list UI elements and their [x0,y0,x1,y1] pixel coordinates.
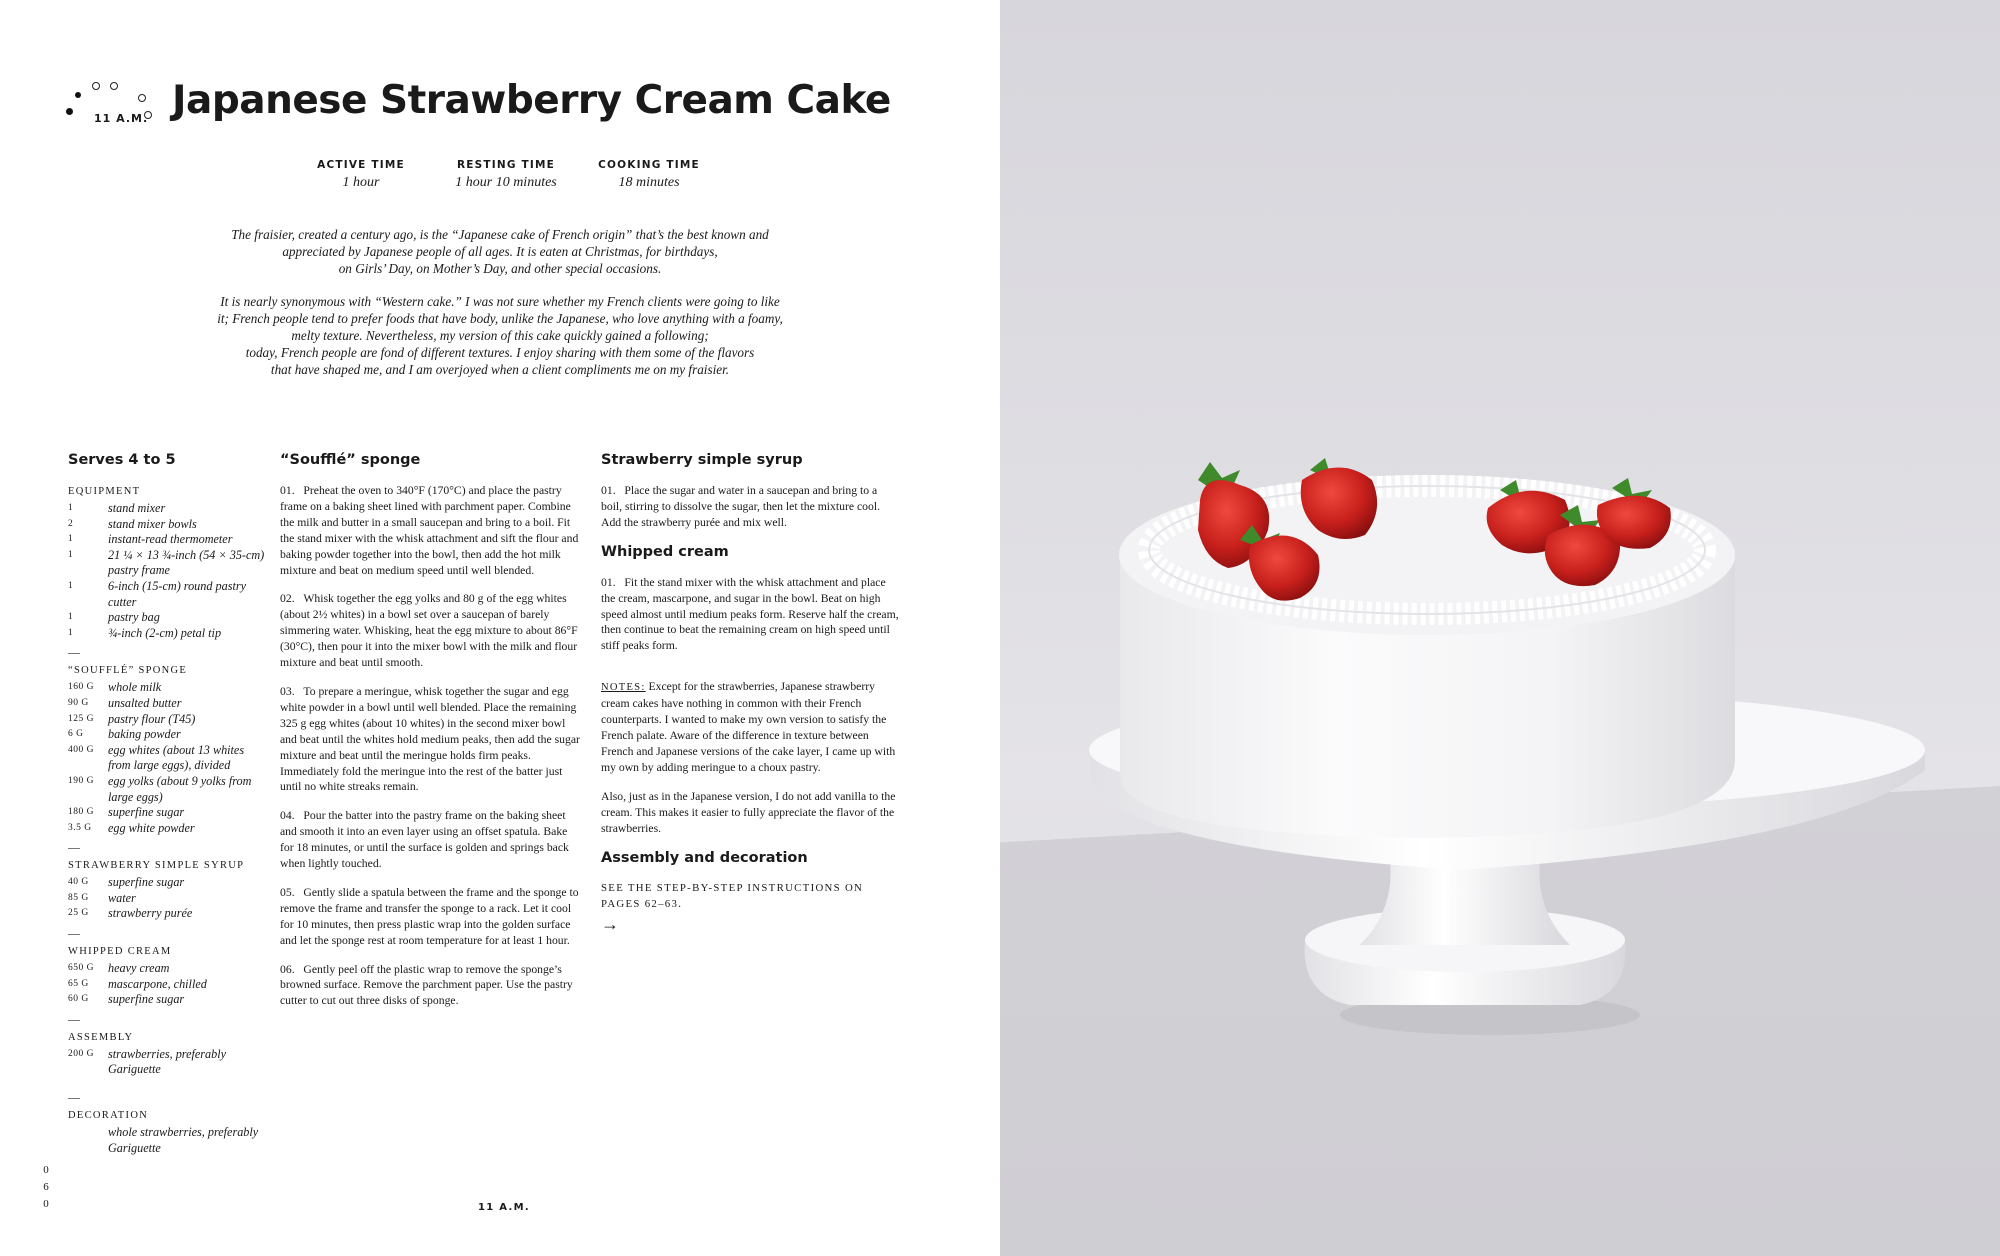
ingredient-row [68,821,268,837]
intro-line: on Girls’ Day, on Mother’s Day, and other special occasions. [338,261,662,277]
notes-paragraph-1 [601,679,901,775]
cream-ingredients-label: WHIPPED CREAM [68,946,172,958]
intro-line: appreciated by Japanese people of all ages. It is eaten at Christmas, for birthdays, [282,244,718,260]
ingredient-quantity: 400 G [68,744,94,755]
ingredient-quantity [68,1125,108,1156]
ingredient-quantity: 650 G [68,963,94,974]
ingredient-row [68,680,268,696]
method-step [280,483,580,578]
ingredient-row [68,696,268,712]
active-time-label: ACTIVE TIME [317,159,405,171]
syrup-method-title: Strawberry simple syrup [601,452,803,468]
ingredient-quantity: 200 G [68,1048,94,1059]
ingredient-quantity: 190 G [68,775,94,786]
step-text: To prepare a meringue, whisk together the sugar and egg white powder in a bowl until well blended. Place the remaining 325 g egg whites (about 10 whites) in the second mixer bowl and beat until the whites hold medium peaks, then add the sugar mixture and beat until the meringue holds firm peaks. Immediately fold the meringue into the rest of the batter just until no white streaks remain. [280,684,580,794]
step-text: Preheat the oven to 340°F (170°C) and place the pastry frame on a baking sheet lined with parchment paper. Combine the milk and butter in a small saucepan and bring to a boil. Fit the stand mixer with the whisk attachment and sift the flour and baking powder together into the bowl, then add the hot milk mixture and beat on medium speed until well blended. [280,484,579,577]
syrup-cream-column [601,452,901,935]
page-digit: 0 [43,1198,49,1210]
cream-ingredients-list [68,961,268,1008]
ingredient-quantity: 2 [68,518,74,529]
cooking-time-label: COOKING TIME [598,159,700,171]
resting-time-label: RESTING TIME [456,159,556,171]
ingredient-quantity: 3.5 G [68,822,92,833]
ingredient-row [68,626,268,642]
step-text: Gently peel off the plastic wrap to remove the sponge’s browned surface. Remove the parchment paper. Use the pastry cutter to cut out three disks of sponge. [280,962,573,1008]
ingredient-name: 6-inch (15-cm) round pastry cutter [108,578,246,609]
step-number: 01. [280,484,295,497]
resting-time-value: 1 hour 10 minutes [455,175,557,190]
intro-line: It is nearly synonymous with “Western cake.” I was not sure whether my French clients were going to like [220,293,780,309]
ingredient-name: mascarpone, chilled [108,976,207,991]
method-step [280,885,580,949]
ingredient-quantity: 6 G [68,729,84,740]
assembly-reference: SEE THE STEP-BY-STEP INSTRUCTIONS ON PAGES 62–63. [601,882,864,911]
ingredient-name: whole strawberries, preferably Gariguette [108,1125,259,1155]
intro-line: The fraisier, created a century ago, is the “Japanese cake of French origin” that’s the best known and [231,227,769,242]
resting-time [431,159,581,191]
ingredient-name: unsalted butter [108,695,182,710]
ingredient-name: stand mixer bowls [108,516,197,531]
step-text: Whisk together the egg yolks and 80 g of the egg whites (about 2½ whites) in a bowl set over a saucepan of barely simmering water. Whisking, heat the egg mixture to about 86°F (30°C), then pour it into the mixer bowl with the milk and flour mixture and beat until smooth. [280,592,578,670]
divider: — [68,645,80,660]
step-number: 01. [601,484,616,497]
ingredient-row [68,501,268,517]
step-number: 03. [280,684,295,698]
ingredient-name: egg yolks (about 9 yolks from large eggs) [108,773,252,804]
intro-line: that have shaped me, and I am overjoyed when a client compliments me on my fraisier. [270,362,730,378]
syrup-ingredients-list [68,875,268,922]
ingredient-row [68,891,268,907]
ingredient-name: stand mixer [108,501,166,515]
ingredient-name: instant-read thermometer [108,532,233,547]
notes-label: NOTES: [601,682,646,694]
ingredient-name: baking powder [108,727,181,742]
step-number: 06. [280,962,295,976]
ingredient-quantity: 90 G [68,697,89,708]
ingredient-name: ¾-inch (2-cm) petal tip [108,625,222,640]
running-head: 11 A.M. [478,1202,530,1213]
ingredient-row [68,712,268,728]
decoration-ingredients-label: DECORATION [68,1110,149,1122]
step-text: Gently slide a spatula between the frame and the sponge to remove the frame and transfer the sponge to a rack. Let it cool for 10 minutes, then press plastic wrap into the golden surface and let the sponge rest at room temperature for at least 1 hour. [280,885,579,947]
ingredient-name: water [108,890,136,905]
stand-stem [1360,860,1570,945]
ingredient-name: pastry flour (T45) [108,711,196,726]
step-number: 02. [280,592,295,606]
cream-method-title: Whipped cream [601,543,729,560]
ingredient-row [68,977,268,993]
ingredient-quantity: 125 G [68,713,94,724]
step-text: Place the sugar and water in a saucepan and bring to a boil, stirring to dissolve the sugar, then let the mixture cool. Add the strawberry purée and mix well. [601,484,881,529]
active-time [286,159,436,191]
ingredient-quantity: 160 G [68,682,94,693]
page-number [40,1162,52,1213]
ingredient-quantity: 1 [68,580,74,591]
syrup-steps [601,483,901,531]
assembly-title: Assembly and decoration [601,850,808,867]
ingredient-row [68,1047,268,1078]
ingredient-quantity: 65 G [68,978,89,989]
ingredient-quantity: 60 G [68,994,89,1005]
cream-steps [601,575,901,655]
step-text: Fit the stand mixer with the whisk attachment and place the cream, mascarpone, and sugar in the bowl. Beat on high speed almost until medium peaks form. Reserve half the cream, then continue to beat the remaining cream on high speed until stiff peaks form. [601,575,899,653]
intro [180,226,820,394]
step-number: 05. [280,885,295,899]
ingredient-quantity: 1 [68,534,74,545]
ingredient-row [68,961,268,977]
divider: — [68,926,80,941]
notes-text-1: Except for the strawberries, Japanese strawberry cream cakes have nothing in common with their French counterparts. I wanted to make my own version to satisfy the French palate. Aware of the difference in texture between French and Japanese versions of the cake layer, I came up with my own by adding meringue to a choux pastry. [601,680,896,774]
step-number: 01. [601,575,616,589]
page-digit: 6 [43,1181,49,1193]
ingredient-row [68,875,268,891]
page-digit: 0 [43,1164,49,1176]
ingredient-row [68,1125,268,1156]
assembly-ingredients-list [68,1047,268,1078]
ingredient-quantity: 85 G [68,892,89,903]
method-step [280,591,580,671]
ingredient-name: whole milk [108,680,162,695]
notes-paragraph-2: Also, just as in the Japanese version, I do not add vanilla to the cream. This makes it easier to fully appreciate the flavor of the strawberries. [601,789,896,835]
ingredient-row [68,992,268,1008]
ingredient-name: heavy cream [108,961,170,976]
divider: — [68,1011,80,1026]
intro-paragraph-2 [180,293,820,379]
ingredient-name: superfine sugar [108,992,185,1007]
ingredient-quantity: 25 G [68,908,89,919]
page-title: Japanese Strawberry Cream Cake [172,78,891,123]
ingredient-row [68,805,268,821]
ingredient-name: pastry bag [108,610,160,625]
serves-heading: Serves 4 to 5 [68,452,176,468]
cooking-time-value: 18 minutes [618,175,680,190]
active-time-value: 1 hour [342,175,380,190]
step-text: Pour the batter into the pastry frame on the baking sheet and smooth it into an even layer using an offset spatula. Bake for 18 minutes, or until the surface is golden and springs back when lightly touched. [280,809,569,871]
ingredient-quantity: 40 G [68,877,89,888]
sponge-ingredients-label: “SOUFFLÉ” SPONGE [68,665,188,677]
method-step [280,684,580,795]
sponge-method-title: “Soufflé” sponge [280,452,421,468]
ingredient-quantity: 180 G [68,807,94,818]
divider: — [68,840,80,855]
ingredient-quantity: 1 [68,627,74,638]
method-step [601,483,901,531]
ingredient-row [68,532,268,548]
ingredient-quantity: 1 [68,549,74,560]
ingredient-name: superfine sugar [108,805,185,820]
intro-line: today, French people are fond of different textures. I enjoy sharing with them some of the flavors [245,345,755,361]
arrow-right-icon: → [601,914,619,935]
ingredient-row [68,548,268,579]
method-step [280,808,580,872]
ingredient-name: strawberry purée [108,906,193,921]
ingredient-quantity: 1 [68,612,74,623]
ingredient-row [68,727,268,743]
divider: — [68,1090,80,1105]
time-tag: 11 A.M. [94,112,149,125]
ingredient-quantity: 1 [68,503,74,513]
ingredient-name: egg whites (about 13 whites from large eggs), divided [108,742,245,773]
ingredient-row [68,610,268,626]
sponge-method-column [280,452,580,1022]
ingredient-name: strawberries, preferably Gariguette [108,1046,227,1077]
ingredients-column [68,452,268,1156]
syrup-ingredients-label: STRAWBERRY SIMPLE SYRUP [68,860,245,872]
ingredient-name: 21 ¼ × 13 ¾-inch (54 × 35-cm) pastry frame [108,547,265,578]
method-step [601,575,901,655]
intro-line: melty texture. Nevertheless, my version of this cake quickly gained a following; [291,328,709,344]
assembly-ingredients-label: ASSEMBLY [68,1031,134,1043]
step-number: 04. [280,809,295,823]
intro-line: it; French people tend to prefer foods that have body, unlike the Japanese, who love anything with a foamy, [217,310,783,326]
ingredient-name: egg white powder [108,820,195,835]
ingredient-row [68,579,268,610]
ingredient-row [68,906,268,922]
equipment-list [68,501,268,641]
ingredient-name: superfine sugar [108,875,185,890]
sponge-ingredients-list [68,680,268,836]
method-step [280,962,580,1010]
decoration-ingredients-list [68,1125,268,1156]
ingredient-row [68,517,268,533]
ingredient-row [68,743,268,774]
strawberry-icon [1597,478,1671,549]
ingredient-row [68,774,268,805]
sponge-steps [280,483,580,1009]
cake-illustration [1000,0,2000,1256]
cooking-time [574,159,724,191]
cake-photo [1000,0,2000,1256]
intro-paragraph-1 [180,226,820,278]
equipment-label: EQUIPMENT [68,486,141,497]
